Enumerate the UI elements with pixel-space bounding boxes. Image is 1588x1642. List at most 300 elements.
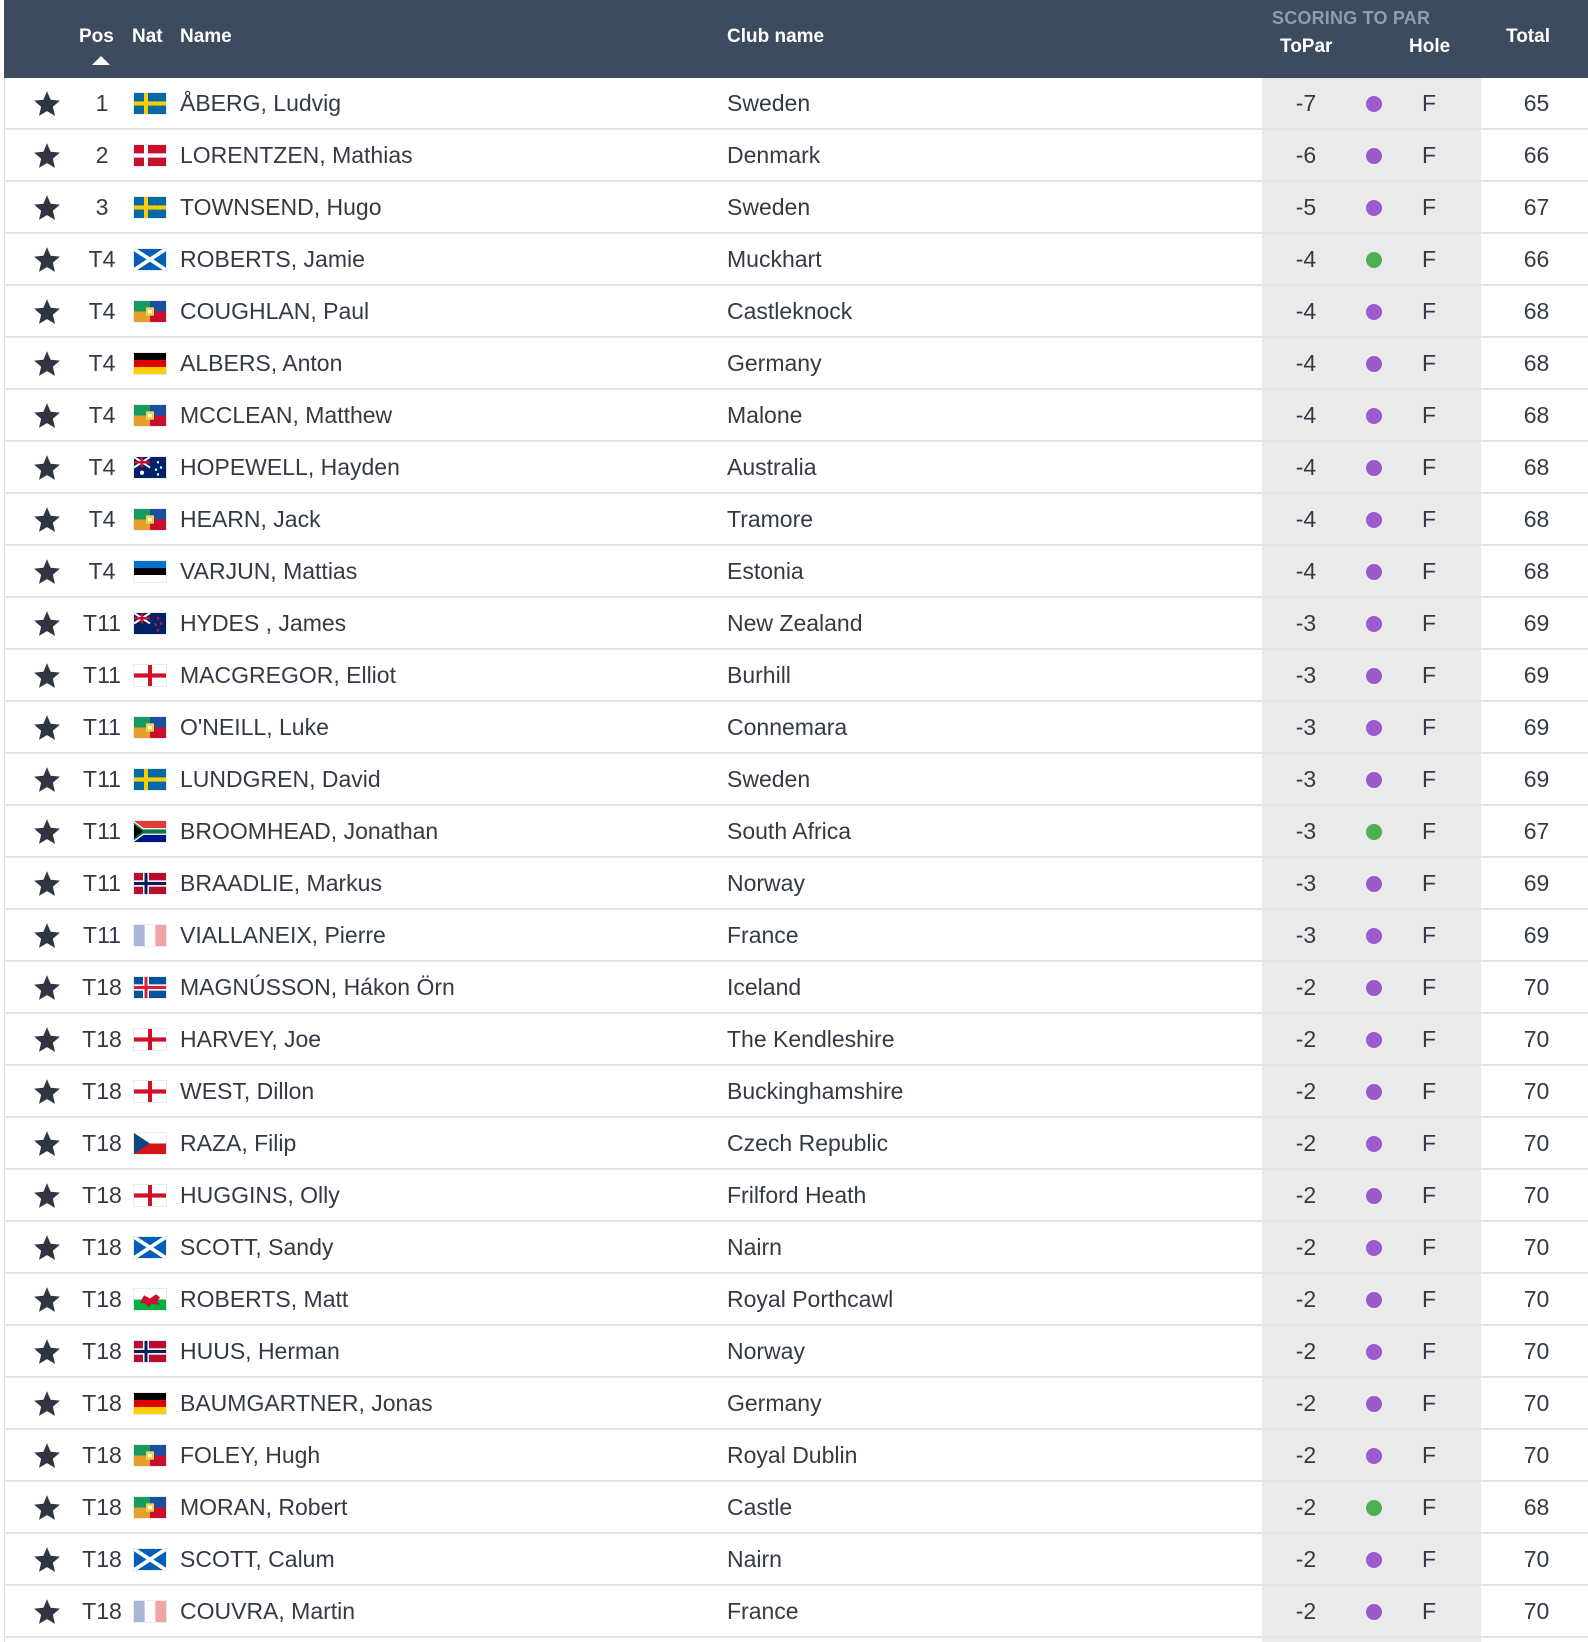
total-score: 68 bbox=[1523, 454, 1550, 480]
total-score: 68 bbox=[1523, 506, 1550, 532]
position: 3 bbox=[95, 194, 109, 220]
player-name[interactable]: HEARN, Jack bbox=[180, 506, 321, 532]
to-par: -3 bbox=[1295, 662, 1317, 688]
favorite-star-icon[interactable] bbox=[32, 1025, 62, 1055]
club-name: Denmark bbox=[727, 142, 821, 168]
nation-flag-icon bbox=[134, 561, 166, 582]
position: T4 bbox=[88, 298, 116, 324]
table-row[interactable] bbox=[4, 702, 1588, 754]
hole: F bbox=[1421, 922, 1437, 948]
club-name: Czech Republic bbox=[727, 1130, 889, 1156]
header-nat[interactable]: Nat bbox=[132, 26, 163, 47]
position: T18 bbox=[82, 1494, 122, 1520]
status-dot-icon bbox=[1366, 980, 1382, 996]
table-row[interactable] bbox=[4, 806, 1588, 858]
favorite-star-icon[interactable] bbox=[32, 1285, 62, 1315]
total-score: 68 bbox=[1523, 298, 1550, 324]
total-score: 69 bbox=[1523, 870, 1550, 896]
player-name[interactable]: ALBERS, Anton bbox=[180, 350, 343, 376]
hole: F bbox=[1421, 194, 1437, 220]
to-par: -4 bbox=[1295, 350, 1317, 376]
table-row[interactable] bbox=[4, 858, 1588, 910]
nation-flag-icon bbox=[134, 1445, 166, 1466]
table-row[interactable] bbox=[4, 1274, 1588, 1326]
club-name: Australia bbox=[727, 454, 817, 480]
total-score: 70 bbox=[1523, 1234, 1550, 1260]
player-name[interactable]: TOWNSEND, Hugo bbox=[180, 194, 382, 220]
favorite-star-icon[interactable] bbox=[32, 661, 62, 691]
table-row[interactable] bbox=[4, 1118, 1588, 1170]
favorite-star-icon[interactable] bbox=[32, 921, 62, 951]
hole: F bbox=[1421, 1338, 1437, 1364]
nation-flag-icon bbox=[134, 613, 166, 634]
position: T4 bbox=[88, 506, 116, 532]
total-score: 69 bbox=[1523, 922, 1550, 948]
to-par: -2 bbox=[1295, 1130, 1317, 1156]
nation-flag-icon bbox=[134, 1601, 166, 1622]
status-dot-icon bbox=[1366, 720, 1382, 736]
table-row[interactable] bbox=[4, 1430, 1588, 1482]
status-dot-icon bbox=[1366, 1500, 1382, 1516]
player-name[interactable]: BRAADLIE, Markus bbox=[180, 870, 382, 896]
nation-flag-icon bbox=[134, 145, 166, 166]
favorite-star-icon[interactable] bbox=[32, 557, 62, 587]
player-name[interactable]: VIALLANEIX, Pierre bbox=[180, 922, 386, 948]
player-name[interactable]: LORENTZEN, Mathias bbox=[180, 142, 413, 168]
hole: F bbox=[1421, 974, 1437, 1000]
nation-flag-icon bbox=[134, 1081, 166, 1102]
position: T4 bbox=[88, 454, 116, 480]
to-par: -3 bbox=[1295, 818, 1317, 844]
total-score: 68 bbox=[1523, 558, 1550, 584]
hole: F bbox=[1421, 1130, 1437, 1156]
player-name[interactable]: BAUMGARTNER, Jonas bbox=[180, 1390, 433, 1416]
to-par: -2 bbox=[1295, 1598, 1317, 1624]
player-name[interactable]: RAZA, Filip bbox=[180, 1130, 297, 1156]
to-par: -4 bbox=[1295, 402, 1317, 428]
hole: F bbox=[1421, 1234, 1437, 1260]
to-par: -2 bbox=[1295, 1546, 1317, 1572]
to-par: -3 bbox=[1295, 766, 1317, 792]
table-row[interactable] bbox=[4, 650, 1588, 702]
position: T18 bbox=[82, 1130, 122, 1156]
club-name: Germany bbox=[727, 1390, 822, 1416]
player-name[interactable]: O'NEILL, Luke bbox=[180, 714, 329, 740]
header-scoring-to-par: SCORING TO PAR bbox=[1272, 8, 1431, 28]
to-par: -3 bbox=[1295, 714, 1317, 740]
favorite-star-icon[interactable] bbox=[32, 869, 62, 899]
total-score: 70 bbox=[1523, 1130, 1550, 1156]
club-name: South Africa bbox=[727, 818, 852, 844]
hole: F bbox=[1421, 1390, 1437, 1416]
to-par: -6 bbox=[1295, 142, 1317, 168]
position: T18 bbox=[82, 1286, 122, 1312]
status-dot-icon bbox=[1366, 1396, 1382, 1412]
hole: F bbox=[1421, 714, 1437, 740]
position: T4 bbox=[88, 558, 116, 584]
table-row[interactable] bbox=[4, 1534, 1588, 1586]
favorite-star-icon[interactable] bbox=[32, 401, 62, 431]
player-name[interactable]: HOPEWELL, Hayden bbox=[180, 454, 400, 480]
favorite-star-icon[interactable] bbox=[32, 193, 62, 223]
status-dot-icon bbox=[1366, 1552, 1382, 1568]
nation-flag-icon bbox=[134, 1029, 166, 1050]
position: 1 bbox=[95, 90, 109, 116]
to-par: -2 bbox=[1295, 1026, 1317, 1052]
position: T4 bbox=[88, 402, 116, 428]
table-row[interactable] bbox=[4, 1378, 1588, 1430]
status-dot-icon bbox=[1366, 1136, 1382, 1152]
club-name: Buckinghamshire bbox=[727, 1078, 904, 1104]
total-score: 66 bbox=[1523, 246, 1550, 272]
favorite-star-icon[interactable] bbox=[32, 1337, 62, 1367]
nation-flag-icon bbox=[134, 821, 166, 842]
to-par: -4 bbox=[1295, 506, 1317, 532]
club-name: Frilford Heath bbox=[727, 1182, 867, 1208]
club-name: Nairn bbox=[727, 1546, 782, 1572]
status-dot-icon bbox=[1366, 512, 1382, 528]
position: T18 bbox=[82, 1182, 122, 1208]
position: T18 bbox=[82, 1598, 122, 1624]
club-name: Germany bbox=[727, 350, 822, 376]
status-dot-icon bbox=[1366, 304, 1382, 320]
club-name: Tramore bbox=[727, 506, 814, 532]
hole: F bbox=[1421, 350, 1437, 376]
to-par: -2 bbox=[1295, 1182, 1317, 1208]
favorite-star-icon[interactable] bbox=[32, 505, 62, 535]
position: T11 bbox=[83, 662, 121, 688]
hole: F bbox=[1421, 1598, 1437, 1624]
favorite-star-icon[interactable] bbox=[32, 349, 62, 379]
position: T18 bbox=[82, 1026, 122, 1052]
nation-flag-icon bbox=[134, 1185, 166, 1206]
favorite-star-icon[interactable] bbox=[32, 609, 62, 639]
club-name: Burhill bbox=[727, 662, 791, 688]
total-score: 69 bbox=[1523, 610, 1550, 636]
to-par: -7 bbox=[1295, 90, 1317, 116]
position: T18 bbox=[82, 1390, 122, 1416]
status-dot-icon bbox=[1366, 876, 1382, 892]
header-club[interactable]: Club name bbox=[727, 26, 825, 47]
player-name[interactable]: HUGGINS, Olly bbox=[180, 1182, 340, 1208]
total-score: 70 bbox=[1523, 974, 1550, 1000]
table-row[interactable] bbox=[4, 910, 1588, 962]
header-pos[interactable]: Pos bbox=[79, 26, 114, 47]
status-dot-icon bbox=[1366, 148, 1382, 164]
total-score: 70 bbox=[1523, 1546, 1550, 1572]
header-name[interactable]: Name bbox=[180, 26, 232, 47]
club-name: Connemara bbox=[727, 714, 848, 740]
favorite-star-icon[interactable] bbox=[32, 1389, 62, 1419]
status-dot-icon bbox=[1366, 616, 1382, 632]
to-par: -2 bbox=[1295, 1390, 1317, 1416]
favorite-star-icon[interactable] bbox=[32, 1493, 62, 1523]
to-par: -3 bbox=[1295, 610, 1317, 636]
position: T18 bbox=[82, 1546, 122, 1572]
position: 2 bbox=[95, 142, 109, 168]
favorite-star-icon[interactable] bbox=[32, 1597, 62, 1627]
header-topar[interactable]: ToPar bbox=[1280, 36, 1333, 57]
hole: F bbox=[1421, 1026, 1437, 1052]
total-score: 70 bbox=[1523, 1390, 1550, 1416]
table-row[interactable] bbox=[4, 338, 1588, 390]
position: T4 bbox=[88, 350, 116, 376]
table-row[interactable] bbox=[4, 234, 1588, 286]
hole: F bbox=[1421, 1078, 1437, 1104]
total-score: 70 bbox=[1523, 1338, 1550, 1364]
status-dot-icon bbox=[1366, 824, 1382, 840]
favorite-star-icon[interactable] bbox=[32, 453, 62, 483]
favorite-star-icon[interactable] bbox=[32, 817, 62, 847]
hole: F bbox=[1421, 870, 1437, 896]
hole: F bbox=[1421, 454, 1437, 480]
favorite-star-icon[interactable] bbox=[32, 1441, 62, 1471]
club-name: Sweden bbox=[727, 766, 811, 792]
table-row[interactable] bbox=[4, 286, 1588, 338]
nation-flag-icon bbox=[134, 1289, 166, 1310]
status-dot-icon bbox=[1366, 200, 1382, 216]
nation-flag-icon bbox=[134, 1341, 166, 1362]
hole: F bbox=[1421, 558, 1437, 584]
club-name: Sweden bbox=[727, 194, 811, 220]
to-par: -4 bbox=[1295, 558, 1317, 584]
favorite-star-icon[interactable] bbox=[32, 245, 62, 275]
total-score: 70 bbox=[1523, 1078, 1550, 1104]
club-name: France bbox=[727, 922, 799, 948]
to-par: -3 bbox=[1295, 870, 1317, 896]
header-total[interactable]: Total bbox=[1506, 26, 1550, 47]
table-row[interactable] bbox=[4, 130, 1588, 182]
player-name[interactable]: SCOTT, Calum bbox=[180, 1546, 335, 1572]
hole: F bbox=[1421, 90, 1437, 116]
table-row[interactable] bbox=[4, 754, 1588, 806]
hole: F bbox=[1421, 402, 1437, 428]
total-score: 66 bbox=[1523, 142, 1550, 168]
club-name: Iceland bbox=[727, 974, 802, 1000]
total-score: 69 bbox=[1523, 662, 1550, 688]
header-hole[interactable]: Hole bbox=[1409, 36, 1451, 57]
nation-flag-icon bbox=[134, 1497, 166, 1518]
favorite-star-icon[interactable] bbox=[32, 89, 62, 119]
club-name: Norway bbox=[727, 1338, 805, 1364]
hole: F bbox=[1421, 506, 1437, 532]
favorite-star-icon[interactable] bbox=[32, 1129, 62, 1159]
player-name[interactable]: HYDES , James bbox=[180, 610, 347, 636]
to-par: -2 bbox=[1295, 1078, 1317, 1104]
player-name[interactable]: COUVRA, Martin bbox=[180, 1598, 356, 1624]
position: T18 bbox=[82, 974, 122, 1000]
position: T11 bbox=[83, 922, 121, 948]
to-par: -2 bbox=[1295, 1234, 1317, 1260]
status-dot-icon bbox=[1366, 1448, 1382, 1464]
hole: F bbox=[1421, 766, 1437, 792]
total-score: 68 bbox=[1523, 1494, 1550, 1520]
status-dot-icon bbox=[1366, 1188, 1382, 1204]
nation-flag-icon bbox=[134, 405, 166, 426]
to-par: -2 bbox=[1295, 1286, 1317, 1312]
favorite-star-icon[interactable] bbox=[32, 1077, 62, 1107]
status-dot-icon bbox=[1366, 252, 1382, 268]
player-name[interactable]: WEST, Dillon bbox=[180, 1078, 315, 1104]
hole: F bbox=[1421, 1182, 1437, 1208]
table-row[interactable] bbox=[4, 1014, 1588, 1066]
table-row[interactable] bbox=[4, 442, 1588, 494]
status-dot-icon bbox=[1366, 1084, 1382, 1100]
table-row[interactable] bbox=[4, 962, 1588, 1014]
position: T18 bbox=[82, 1078, 122, 1104]
position: T18 bbox=[82, 1442, 122, 1468]
table-row[interactable] bbox=[4, 1482, 1588, 1534]
status-dot-icon bbox=[1366, 1604, 1382, 1620]
status-dot-icon bbox=[1366, 928, 1382, 944]
nation-flag-icon bbox=[134, 197, 166, 218]
table-row[interactable] bbox=[4, 182, 1588, 234]
club-name: Sweden bbox=[727, 90, 811, 116]
hole: F bbox=[1421, 298, 1437, 324]
nation-flag-icon bbox=[134, 353, 166, 374]
favorite-star-icon[interactable] bbox=[32, 297, 62, 327]
player-name[interactable]: FOLEY, Hugh bbox=[180, 1442, 321, 1468]
club-name: New Zealand bbox=[727, 610, 863, 636]
total-score: 70 bbox=[1523, 1182, 1550, 1208]
hole: F bbox=[1421, 610, 1437, 636]
position: T11 bbox=[83, 714, 121, 740]
total-score: 68 bbox=[1523, 350, 1550, 376]
table-row[interactable] bbox=[4, 1222, 1588, 1274]
player-name[interactable]: VARJUN, Mattias bbox=[180, 558, 358, 584]
total-score: 67 bbox=[1523, 818, 1550, 844]
club-name: Royal Dublin bbox=[727, 1442, 858, 1468]
nation-flag-icon bbox=[134, 665, 166, 686]
table-row[interactable] bbox=[4, 598, 1588, 650]
hole: F bbox=[1421, 1442, 1437, 1468]
nation-flag-icon bbox=[134, 1393, 166, 1414]
club-name: Norway bbox=[727, 870, 805, 896]
to-par: -2 bbox=[1295, 1338, 1317, 1364]
favorite-star-icon[interactable] bbox=[32, 1181, 62, 1211]
total-score: 70 bbox=[1523, 1286, 1550, 1312]
status-dot-icon bbox=[1366, 408, 1382, 424]
status-dot-icon bbox=[1366, 1292, 1382, 1308]
hole: F bbox=[1421, 662, 1437, 688]
player-name[interactable]: MORAN, Robert bbox=[180, 1494, 348, 1520]
player-name[interactable]: LUNDGREN, David bbox=[180, 766, 381, 792]
player-name[interactable]: MACGREGOR, Elliot bbox=[180, 662, 396, 688]
nation-flag-icon bbox=[134, 717, 166, 738]
total-score: 70 bbox=[1523, 1598, 1550, 1624]
to-par: -2 bbox=[1295, 1494, 1317, 1520]
club-name: Muckhart bbox=[727, 246, 822, 272]
nation-flag-icon bbox=[134, 1549, 166, 1570]
nation-flag-icon bbox=[134, 1133, 166, 1154]
player-name[interactable]: SCOTT, Sandy bbox=[180, 1234, 334, 1260]
hole: F bbox=[1421, 1546, 1437, 1572]
club-name: France bbox=[727, 1598, 799, 1624]
table-row[interactable] bbox=[4, 78, 1588, 130]
to-par: -4 bbox=[1295, 454, 1317, 480]
nation-flag-icon bbox=[134, 301, 166, 322]
total-score: 69 bbox=[1523, 714, 1550, 740]
hole: F bbox=[1421, 1494, 1437, 1520]
favorite-star-icon[interactable] bbox=[32, 713, 62, 743]
nation-flag-icon bbox=[134, 1237, 166, 1258]
player-name[interactable]: COUGHLAN, Paul bbox=[180, 298, 370, 324]
favorite-star-icon[interactable] bbox=[32, 1233, 62, 1263]
total-score: 70 bbox=[1523, 1026, 1550, 1052]
table-row[interactable] bbox=[4, 494, 1588, 546]
nation-flag-icon bbox=[134, 925, 166, 946]
player-name[interactable]: ROBERTS, Matt bbox=[180, 1286, 349, 1312]
nation-flag-icon bbox=[134, 457, 166, 478]
player-name[interactable]: HUUS, Herman bbox=[180, 1338, 340, 1364]
position: T11 bbox=[83, 610, 121, 636]
to-par: -5 bbox=[1295, 194, 1317, 220]
status-dot-icon bbox=[1366, 96, 1382, 112]
club-name: Castle bbox=[727, 1494, 793, 1520]
total-score: 68 bbox=[1523, 402, 1550, 428]
favorite-star-icon[interactable] bbox=[32, 973, 62, 1003]
position: T18 bbox=[82, 1338, 122, 1364]
to-par: -2 bbox=[1295, 974, 1317, 1000]
total-score: 65 bbox=[1523, 90, 1550, 116]
table-row[interactable] bbox=[4, 1586, 1588, 1638]
total-score: 69 bbox=[1523, 766, 1550, 792]
player-name[interactable]: ROBERTS, Jamie bbox=[180, 246, 365, 272]
nation-flag-icon bbox=[134, 873, 166, 894]
favorite-star-icon[interactable] bbox=[32, 765, 62, 795]
status-dot-icon bbox=[1366, 356, 1382, 372]
status-dot-icon bbox=[1366, 564, 1382, 580]
player-name[interactable]: MCCLEAN, Matthew bbox=[180, 402, 393, 428]
nation-flag-icon bbox=[134, 93, 166, 114]
sort-ascending-icon[interactable] bbox=[92, 56, 110, 65]
total-score: 70 bbox=[1523, 1442, 1550, 1468]
player-name[interactable]: MAGNÚSSON, Hákon Örn bbox=[180, 974, 455, 1000]
club-name: Estonia bbox=[727, 558, 804, 584]
club-name: Nairn bbox=[727, 1234, 782, 1260]
table-row[interactable] bbox=[4, 1066, 1588, 1118]
club-name: Royal Porthcawl bbox=[727, 1286, 894, 1312]
row-divider bbox=[4, 1636, 1588, 1638]
status-dot-icon bbox=[1366, 1344, 1382, 1360]
favorite-star-icon[interactable] bbox=[32, 1545, 62, 1575]
leaderboard-header bbox=[4, 0, 1588, 78]
status-dot-icon bbox=[1366, 1032, 1382, 1048]
player-name[interactable]: ÅBERG, Ludvig bbox=[180, 90, 342, 116]
status-dot-icon bbox=[1366, 1240, 1382, 1256]
player-name[interactable]: BROOMHEAD, Jonathan bbox=[180, 818, 439, 844]
favorite-star-icon[interactable] bbox=[32, 141, 62, 171]
club-name: Castleknock bbox=[727, 298, 853, 324]
hole: F bbox=[1421, 1286, 1437, 1312]
table-row[interactable] bbox=[4, 1170, 1588, 1222]
table-row[interactable] bbox=[4, 546, 1588, 598]
club-name: The Kendleshire bbox=[727, 1026, 895, 1052]
to-par: -2 bbox=[1295, 1442, 1317, 1468]
nation-flag-icon bbox=[134, 977, 166, 998]
table-row[interactable] bbox=[4, 1326, 1588, 1378]
status-dot-icon bbox=[1366, 668, 1382, 684]
nation-flag-icon bbox=[134, 509, 166, 530]
hole: F bbox=[1421, 142, 1437, 168]
to-par: -4 bbox=[1295, 246, 1317, 272]
position: T11 bbox=[83, 766, 121, 792]
player-name[interactable]: HARVEY, Joe bbox=[180, 1026, 322, 1052]
position: T18 bbox=[82, 1234, 122, 1260]
table-row[interactable] bbox=[4, 390, 1588, 442]
position: T11 bbox=[83, 818, 121, 844]
hole: F bbox=[1421, 818, 1437, 844]
